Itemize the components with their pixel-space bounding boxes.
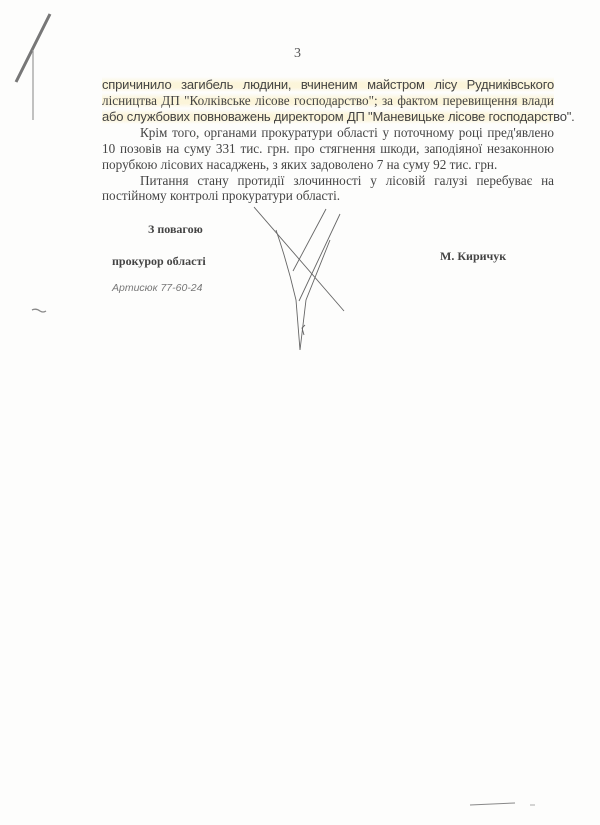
body-line-5: 10 позовів на суму 331 тис. грн. про стягнення шкоди, заподіяної незаконною (102, 141, 554, 156)
closing-regards: З повагою (148, 222, 203, 236)
signature-icon (254, 207, 344, 350)
signatory-position: прокурор області (112, 254, 206, 268)
executor-contact: Артисюк 77-60-24 (112, 282, 203, 294)
margin-tick (32, 309, 46, 312)
body-line-1: спричинило загибель людини, вчиненим майстром лісу Рудниківського (102, 77, 554, 92)
signatory-name: М. Киричук (440, 249, 507, 263)
scan-artifact (470, 803, 515, 805)
body-line-6: порубкою лісових насаджень, з яких задоволено 7 на суму 92 тис. грн. (102, 157, 498, 172)
body-line-8: постійному контролі прокуратури області. (102, 188, 341, 203)
body-line-4: Крім того, органами прокуратури області у поточному році пред'явлено (140, 125, 554, 140)
body-line-3: або службових повноважень директором ДП "Маневицьке лісове господарство". (102, 109, 575, 124)
page-number: 3 (294, 46, 301, 61)
body-line-7: Питання стану протидії злочинності у лісовій галузі перебуває на (140, 173, 554, 188)
body-line-2: лісництва ДП "Колківське лісове господарство"; за фактом перевищення влади (102, 93, 554, 108)
